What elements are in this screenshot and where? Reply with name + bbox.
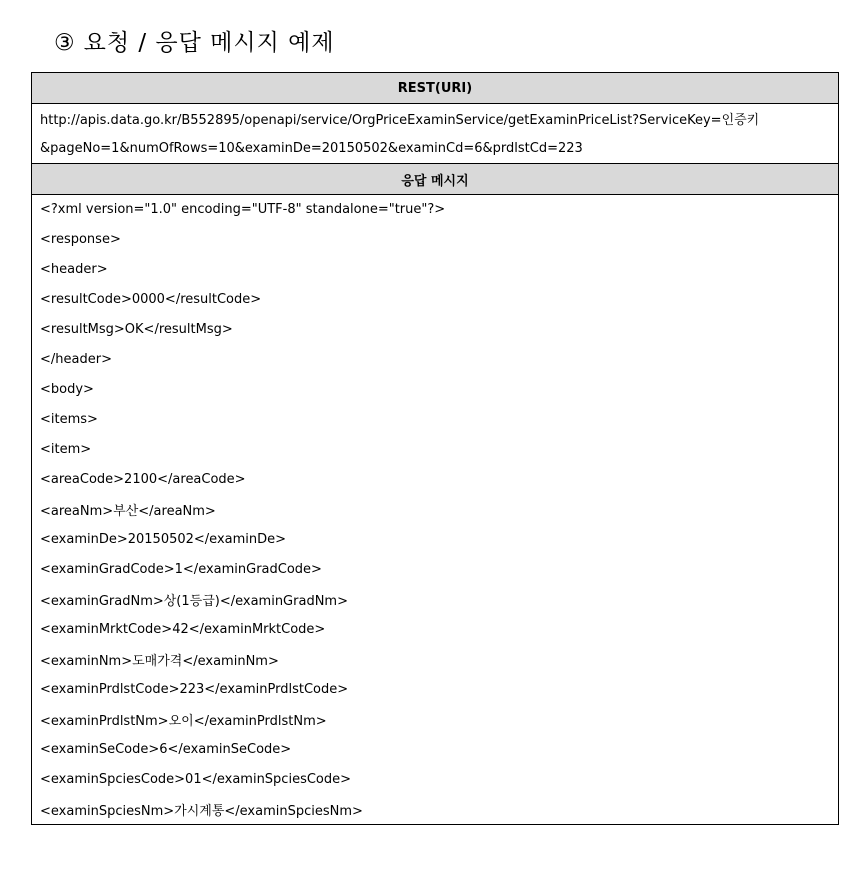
- response-line: <examinMrktCode>42</examinMrktCode>: [32, 615, 839, 645]
- response-line: <examinPrdlstNm>오이</examinPrdlstNm>: [32, 705, 839, 735]
- response-line: <response>: [32, 225, 839, 255]
- request-uri-line: [32, 134, 839, 164]
- response-line: <items>: [32, 405, 839, 435]
- response-line: <item>: [32, 435, 839, 465]
- response-line: <examinGradCode>1</examinGradCode>: [32, 555, 839, 585]
- request-uri-line-2: &pageNo=1&numOfRows=10&examinDe=20150502&examinCd=6&prdlstCd=223: [32, 134, 839, 164]
- request-header-cell: REST(URI): [32, 73, 839, 104]
- section-number-mark: ③: [54, 30, 76, 56]
- request-uri-line-1: http://apis.data.go.kr/B552895/openapi/service/OrgPriceExaminService/getExaminPriceList?ServiceKey=인증키: [32, 104, 839, 134]
- response-line: <areaCode>2100</areaCode>: [32, 465, 839, 495]
- section-title-text: 요청 / 응답 메시지 예제: [83, 30, 335, 56]
- response-line: <examinSpciesNm>가시계통</examinSpciesNm>: [32, 795, 839, 825]
- response-line: <resultCode>0000</resultCode>: [32, 285, 839, 315]
- request-uri-line: [32, 104, 839, 134]
- response-line: <areaNm>부산</areaNm>: [32, 495, 839, 525]
- section-title: [54, 26, 335, 60]
- response-line: <examinDe>20150502</examinDe>: [32, 525, 839, 555]
- response-line: <header>: [32, 255, 839, 285]
- response-line: </header>: [32, 345, 839, 375]
- response-header-cell: 응답 메시지: [32, 164, 839, 195]
- response-line: <examinSeCode>6</examinSeCode>: [32, 735, 839, 765]
- response-line: <resultMsg>OK</resultMsg>: [32, 315, 839, 345]
- response-line: <body>: [32, 375, 839, 405]
- response-line: <examinPrdlstCode>223</examinPrdlstCode>: [32, 675, 839, 705]
- request-header-row: [32, 73, 839, 104]
- response-line: <examinGradNm>상(1등급)</examinGradNm>: [32, 585, 839, 615]
- response-header-row: [32, 164, 839, 195]
- response-line: <examinSpciesCode>01</examinSpciesCode>: [32, 765, 839, 795]
- request-response-example-table: [31, 72, 839, 825]
- response-line: <examinNm>도매가격</examinNm>: [32, 645, 839, 675]
- response-line: <?xml version="1.0" encoding="UTF-8" standalone="true"?>: [32, 195, 839, 225]
